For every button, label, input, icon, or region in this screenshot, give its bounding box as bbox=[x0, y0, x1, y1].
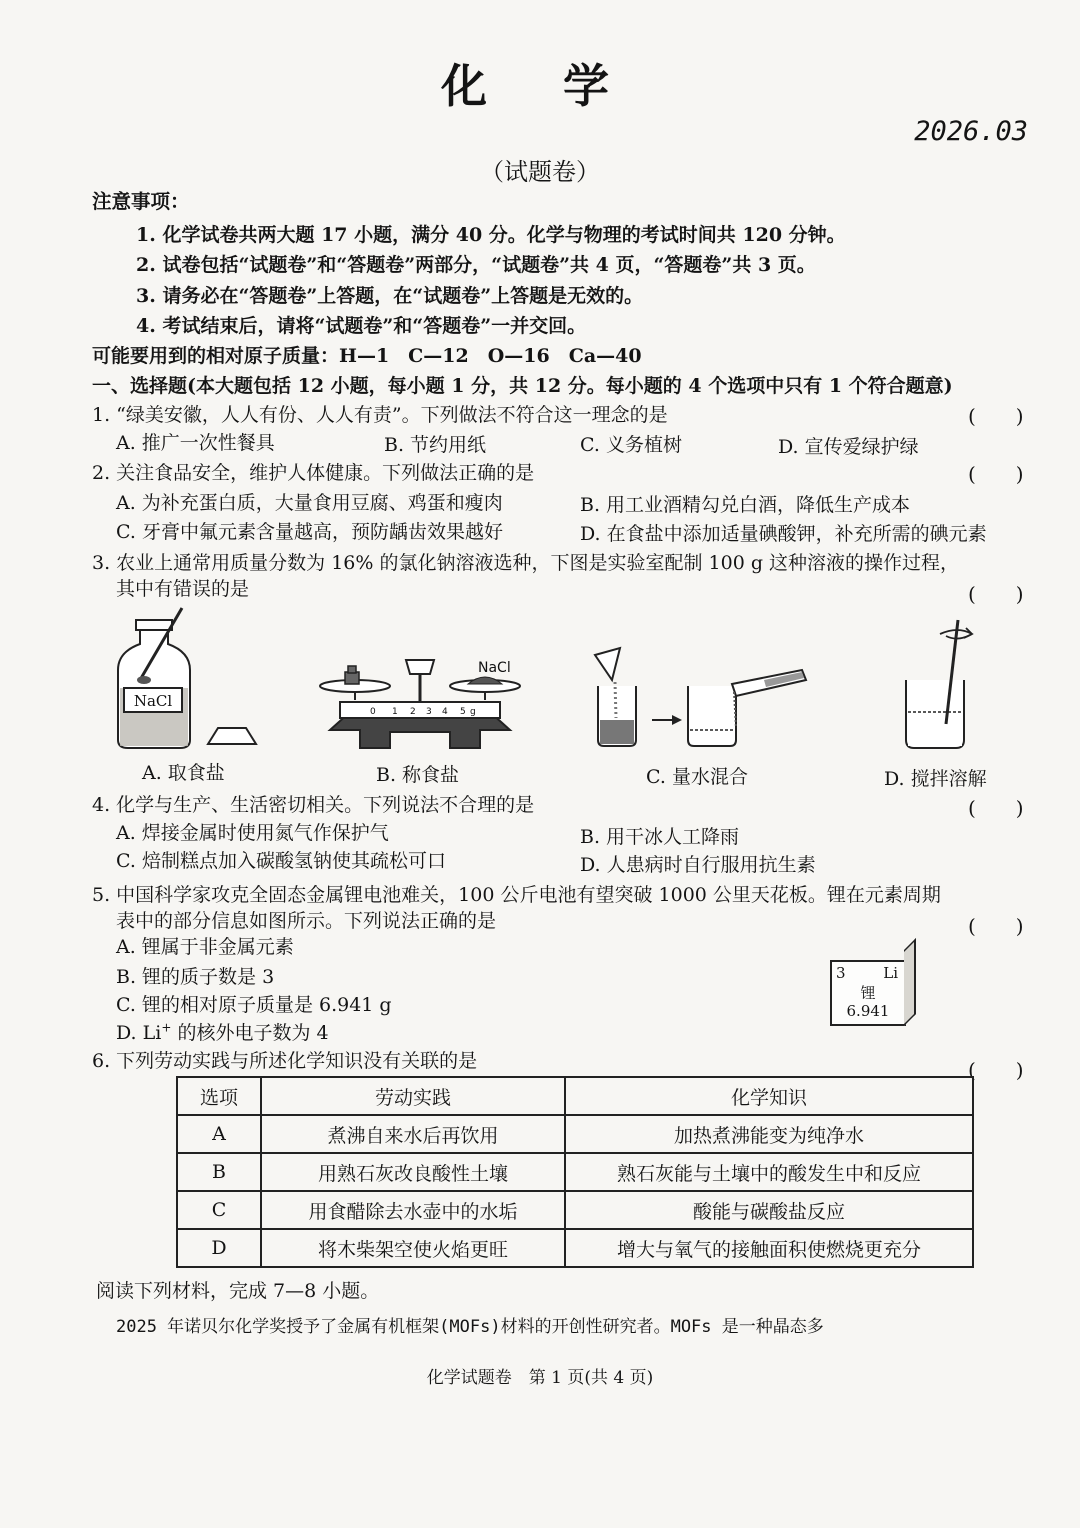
q1-answer-paren: ( ) bbox=[968, 404, 1024, 428]
q3-figure-label-d: D. 搅拌溶解 bbox=[884, 768, 987, 790]
element-name: 锂 bbox=[860, 984, 876, 1002]
q5-option-a: A. 锂属于非金属元素 bbox=[116, 936, 294, 958]
table-row bbox=[177, 1115, 973, 1153]
table-header-row bbox=[177, 1077, 973, 1115]
q4-option-c: C. 焙制糕点加入碳酸氢钠使其疏松可口 bbox=[116, 850, 446, 872]
q2-stem: 2. 关注食品安全，维护人体健康。下列做法正确的是 bbox=[92, 462, 535, 484]
ruler-tick: 5 bbox=[460, 707, 466, 717]
q5-stem-line2: 表中的部分信息如图所示。下列说法正确的是 bbox=[116, 910, 497, 932]
q3-figure-label-a: A. 取食盐 bbox=[142, 762, 225, 784]
q5-stem-line1: 5. 中国科学家攻克全固态金属锂电池难关，100 公斤电池有望突破 1000 公里天花板。锂在元素周期 bbox=[92, 884, 941, 906]
balance-illustration bbox=[320, 660, 520, 748]
q3-figure-label-c: C. 量水混合 bbox=[646, 766, 748, 788]
notice-item-2: 2. 试卷包括“试题卷”和“答题卷”两部分，“试题卷”共 4 页，“答题卷”共 3 页。 bbox=[136, 254, 816, 276]
section1-heading: 一、选择题(本大题包括 12 小题，每小题 1 分，共 12 分。每小题的 4 个选项中只有 1 个符合题意) bbox=[92, 375, 953, 397]
ruler-tick: 3 bbox=[426, 707, 432, 717]
notice-heading: 注意事项： bbox=[92, 190, 190, 213]
mixing-illustration bbox=[595, 648, 806, 746]
q2-option-a: A. 为补充蛋白质，大量食用豆腐、鸡蛋和瘦肉 bbox=[116, 492, 503, 514]
notice-item-1: 1. 化学试卷共两大题 17 小题，满分 40 分。化学与物理的考试时间共 120 分钟。 bbox=[136, 224, 846, 246]
lithium-element-card bbox=[830, 960, 906, 1026]
q5-option-d-suffix: 的核外电子数为 4 bbox=[171, 1022, 329, 1044]
reading-text: 2025 年诺贝尔化学奖授予了金属有机框架(MOFs)材料的开创性研究者。MOFs 是一种晶态多 bbox=[116, 1317, 824, 1337]
q5-option-b: B. 锂的质子数是 3 bbox=[116, 966, 275, 988]
element-symbol: Li bbox=[883, 964, 898, 982]
atomic-mass-line: 可能要用到的相对原子质量：H—1 C—12 O—16 Ca—40 bbox=[92, 345, 642, 367]
table-cell: 将木柴架空使火焰更旺 bbox=[261, 1229, 565, 1267]
ruler-tick: 4 bbox=[442, 707, 448, 717]
card-3d-side bbox=[904, 938, 916, 1026]
ruler-tick: 2 bbox=[410, 707, 416, 717]
ruler-unit: g bbox=[470, 707, 476, 717]
table-cell: 加热煮沸能变为纯净水 bbox=[565, 1115, 973, 1153]
q1-option-d: D. 宣传爱绿护绿 bbox=[778, 436, 919, 458]
q1-option-a: A. 推广一次性餐具 bbox=[116, 432, 275, 454]
ruler-tick: 1 bbox=[392, 707, 398, 717]
notice-item-4: 4. 考试结束后，请将“试题卷”和“答题卷”一并交回。 bbox=[136, 315, 587, 337]
table-header-cell: 化学知识 bbox=[565, 1077, 973, 1115]
q5-answer-paren: ( ) bbox=[968, 914, 1024, 938]
pan-label: NaCl bbox=[478, 660, 511, 676]
table-header-cell: 劳动实践 bbox=[261, 1077, 565, 1115]
q4-option-d: D. 人患病时自行服用抗生素 bbox=[580, 854, 816, 876]
q3-answer-paren: ( ) bbox=[968, 582, 1024, 606]
ruler-tick: 0 bbox=[370, 707, 376, 717]
q4-stem: 4. 化学与生产、生活密切相关。下列说法不合理的是 bbox=[92, 794, 535, 816]
table-cell: A bbox=[177, 1115, 261, 1153]
page-subtitle: （试题卷） bbox=[480, 158, 600, 186]
q6-answer-paren: ( ) bbox=[968, 1058, 1024, 1082]
reading-intro: 阅读下列材料，完成 7—8 小题。 bbox=[96, 1280, 380, 1302]
jar-label: NaCl bbox=[133, 692, 173, 710]
q5-option-c: C. 锂的相对原子质量是 6.941 g bbox=[116, 994, 392, 1016]
q3-figure-label-b: B. 称食盐 bbox=[376, 764, 460, 786]
table-cell: 增大与氧气的接触面积使燃烧更充分 bbox=[565, 1229, 973, 1267]
table-cell: D bbox=[177, 1229, 261, 1267]
q4-answer-paren: ( ) bbox=[968, 796, 1024, 820]
stirring-illustration bbox=[906, 620, 972, 748]
q5-option-d bbox=[116, 1018, 329, 1045]
table-cell: B bbox=[177, 1153, 261, 1191]
page-footer: 化学试题卷 第 1 页(共 4 页) bbox=[426, 1368, 654, 1388]
page-title: 化 学 bbox=[440, 59, 639, 113]
q2-answer-paren: ( ) bbox=[968, 462, 1024, 486]
table-header-cell: 选项 bbox=[177, 1077, 261, 1115]
exam-date: 2026.03 bbox=[914, 116, 1028, 147]
q5-option-d-prefix: D. Li bbox=[116, 1022, 162, 1044]
q1-stem: 1. “绿美安徽，人人有份、人人有责”。下列做法不符合这一理念的是 bbox=[92, 404, 668, 426]
table-row bbox=[177, 1229, 973, 1267]
q3-experiment-figure bbox=[100, 600, 1040, 760]
q1-option-c: C. 义务植树 bbox=[580, 434, 682, 456]
q5-option-d-superscript: + bbox=[161, 1020, 172, 1035]
table-row bbox=[177, 1153, 973, 1191]
reagent-jar-illustration bbox=[118, 608, 256, 748]
table-cell: 用食醋除去水壶中的水垢 bbox=[261, 1191, 565, 1229]
table-cell: 煮沸自来水后再饮用 bbox=[261, 1115, 565, 1153]
q2-option-d: D. 在食盐中添加适量碘酸钾，补充所需的碘元素 bbox=[580, 523, 987, 545]
q3-stem-line2: 其中有错误的是 bbox=[116, 578, 250, 600]
q4-option-a: A. 焊接金属时使用氮气作保护气 bbox=[116, 822, 389, 844]
q4-option-b: B. 用干冰人工降雨 bbox=[580, 826, 740, 848]
table-cell: C bbox=[177, 1191, 261, 1229]
atomic-mass: 6.941 bbox=[846, 1002, 890, 1020]
atomic-number: 3 bbox=[836, 964, 846, 982]
notice-item-3: 3. 请务必在“答题卷”上答题，在“试题卷”上答题是无效的。 bbox=[136, 285, 644, 307]
q6-table bbox=[176, 1076, 974, 1268]
q3-stem-line1: 3. 农业上通常用质量分数为 16% 的氯化钠溶液选种，下图是实验室配制 100 g 这种溶液的操作过程， bbox=[92, 552, 960, 574]
q2-option-c: C. 牙膏中氟元素含量越高，预防龋齿效果越好 bbox=[116, 521, 503, 543]
table-cell: 用熟石灰改良酸性土壤 bbox=[261, 1153, 565, 1191]
q1-option-b: B. 节约用纸 bbox=[384, 434, 487, 456]
table-cell: 熟石灰能与土壤中的酸发生中和反应 bbox=[565, 1153, 973, 1191]
table-cell: 酸能与碳酸盐反应 bbox=[565, 1191, 973, 1229]
q2-option-b: B. 用工业酒精勾兑白酒，降低生产成本 bbox=[580, 494, 911, 516]
table-row bbox=[177, 1191, 973, 1229]
q6-stem: 6. 下列劳动实践与所述化学知识没有关联的是 bbox=[92, 1050, 478, 1072]
